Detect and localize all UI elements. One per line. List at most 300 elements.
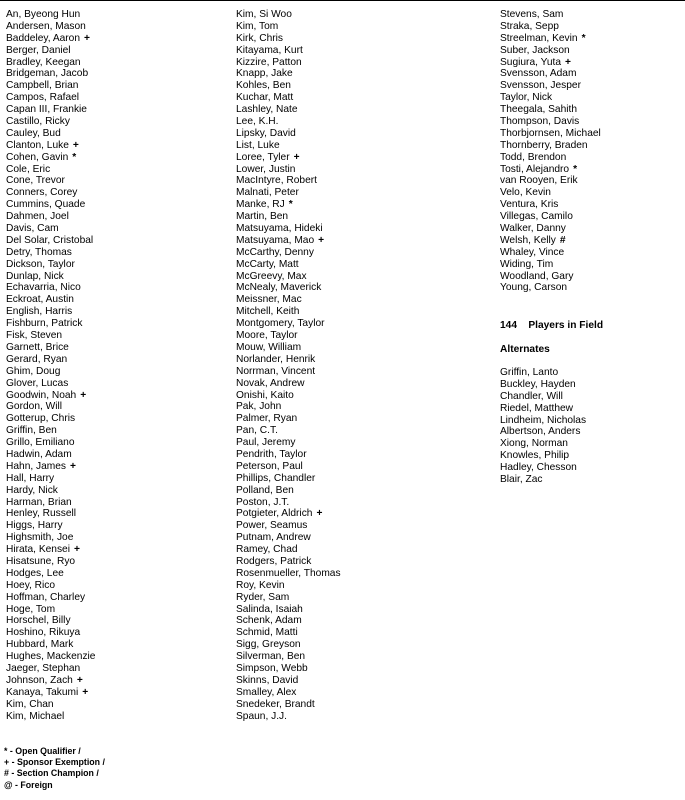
player-name: McCarty, Matt: [236, 258, 299, 270]
player-name: Montgomery, Taylor: [236, 318, 325, 330]
player-row: [236, 378, 341, 390]
player-name: Echavarria, Nico: [6, 282, 81, 294]
player-row: [6, 271, 95, 283]
player-name: Power, Seamus: [236, 520, 308, 532]
player-name: An, Byeong Hun: [6, 9, 81, 20]
player-name: List, Luke: [236, 139, 280, 151]
player-row: [6, 437, 95, 449]
player-row: [6, 354, 95, 366]
player-name: Kuchar, Matt: [236, 92, 294, 104]
player-name: McCarthy, Denny: [236, 246, 314, 258]
player-row: [236, 330, 341, 342]
player-row: [500, 187, 601, 199]
player-name: Capan III, Frankie: [6, 104, 87, 116]
player-row: [236, 366, 341, 378]
player-name: Mitchell, Keith: [236, 306, 300, 318]
player-name: Hoshino, Rikuya: [6, 627, 81, 639]
player-row: [6, 57, 95, 69]
player-row: [236, 57, 341, 69]
legend: [4, 746, 105, 791]
alternate-row: Knowles, Philip: [500, 450, 570, 462]
player-name: Sigg, Greyson: [236, 639, 301, 651]
player-name: Polland, Ben: [236, 484, 294, 496]
player-name: Lipsky, David: [236, 127, 296, 139]
player-name: Salinda, Isaiah: [236, 603, 303, 615]
player-name: Simpson, Webb: [236, 662, 308, 674]
player-row: [236, 508, 341, 520]
player-row: [6, 556, 95, 568]
player-row: [6, 687, 95, 699]
field-count-number: 144: [500, 320, 517, 331]
player-row: [6, 639, 95, 651]
player-name: Grillo, Emiliano: [6, 437, 75, 449]
player-row: [6, 175, 95, 187]
player-row: [236, 211, 341, 223]
player-name: Ventura, Kris: [500, 199, 559, 211]
player-mark: +: [82, 686, 89, 698]
player-name: Bridgeman, Jacob: [6, 68, 89, 80]
player-name: Martin, Ben: [236, 211, 289, 223]
player-row: [236, 294, 341, 306]
player-name: Cole, Eric: [6, 163, 51, 175]
player-row: [236, 437, 341, 449]
alternates-list: [500, 367, 586, 486]
player-name: Hughes, Mackenzie: [6, 651, 96, 663]
player-row: [236, 199, 341, 211]
player-name: Hodges, Lee: [6, 567, 64, 579]
player-name: Thornberry, Braden: [500, 139, 588, 151]
player-column-3: [500, 9, 601, 294]
player-row: [236, 544, 341, 556]
player-row: [6, 651, 95, 663]
player-row: [500, 247, 601, 259]
player-row: [236, 532, 341, 544]
player-name: Smalley, Alex: [236, 686, 297, 698]
player-row: [6, 164, 95, 176]
player-row: [236, 318, 341, 330]
player-row: [500, 164, 601, 176]
player-name: Svensson, Adam: [500, 68, 577, 80]
player-row: [236, 259, 341, 271]
player-row: [236, 9, 341, 21]
player-row: [500, 271, 601, 283]
player-name: Phillips, Chandler: [236, 472, 316, 484]
player-row: [236, 271, 341, 283]
player-mark: +: [293, 151, 300, 163]
player-row: [236, 568, 341, 580]
player-row: [236, 116, 341, 128]
player-row: [500, 33, 601, 45]
player-name: Jaeger, Stephan: [6, 662, 81, 674]
player-name: Castillo, Ricky: [6, 116, 70, 128]
player-name: Kitayama, Kurt: [236, 44, 303, 56]
player-name: Ghim, Doug: [6, 365, 61, 377]
player-name: Peterson, Paul: [236, 460, 303, 472]
player-row: [236, 92, 341, 104]
player-name: Welsh, Kelly: [500, 234, 556, 246]
player-row: [6, 21, 95, 33]
player-row: [6, 330, 95, 342]
player-row: [236, 45, 341, 57]
player-row: [236, 675, 341, 687]
player-row: [236, 425, 341, 437]
player-row: [6, 247, 95, 259]
player-name: Higgs, Harry: [6, 520, 63, 532]
player-row: [500, 152, 601, 164]
player-name: Young, Carson: [500, 282, 568, 294]
player-name: Hahn, James: [6, 460, 67, 472]
player-name: Baddeley, Aaron: [6, 32, 81, 44]
player-mark: +: [565, 56, 571, 68]
player-row: [500, 282, 601, 294]
player-name: Eckroat, Austin: [6, 294, 74, 306]
player-name: Bradley, Keegan: [6, 56, 81, 68]
player-name: Knapp, Jake: [236, 68, 293, 80]
player-row: [236, 128, 341, 140]
player-name: Loree, Tyler: [236, 151, 290, 163]
player-name: Kim, Michael: [6, 710, 65, 722]
player-row: [6, 306, 95, 318]
alternate-row: Chandler, Will: [500, 390, 563, 402]
player-name: Kizzire, Patton: [236, 56, 302, 68]
player-row: [236, 627, 341, 639]
player-mark: +: [74, 544, 80, 556]
player-row: [236, 580, 341, 592]
player-row: [236, 175, 341, 187]
player-row: [500, 68, 601, 80]
player-row: [500, 223, 601, 235]
legend-line: + - Sponsor Exemption /: [4, 757, 105, 768]
player-row: [6, 366, 95, 378]
player-name: Meissner, Mac: [236, 294, 302, 306]
player-name: Hadwin, Adam: [6, 448, 72, 460]
player-row: [6, 140, 95, 152]
player-name: Widing, Tim: [500, 258, 554, 270]
player-row: [6, 199, 95, 211]
alternate-row: Griffin, Lanto: [500, 367, 559, 378]
player-row: [236, 306, 341, 318]
player-name: Davis, Cam: [6, 223, 59, 235]
player-name: Andersen, Mason: [6, 20, 86, 32]
player-name: Snedeker, Brandt: [236, 698, 315, 710]
player-name: Straka, Sepp: [500, 20, 559, 32]
player-row: [236, 342, 341, 354]
player-name: Gotterup, Chris: [6, 413, 76, 425]
player-name: Malnati, Peter: [236, 187, 299, 199]
player-name: Lee, K.H.: [236, 116, 279, 128]
player-name: Detry, Thomas: [6, 246, 72, 258]
player-name: Hoey, Rico: [6, 579, 56, 591]
player-row: [236, 687, 341, 699]
player-row: [500, 128, 601, 140]
player-name: Sugiura, Yuta: [500, 56, 561, 68]
player-name: Cummins, Quade: [6, 199, 86, 211]
player-mark: +: [318, 234, 325, 246]
player-mark: *: [573, 163, 578, 175]
player-name: Pendrith, Taylor: [236, 448, 307, 460]
player-name: Fishburn, Patrick: [6, 318, 83, 330]
field-count-label: Players in Field: [528, 320, 604, 331]
player-row: [500, 211, 601, 223]
player-name: Del Solar, Cristobal: [6, 234, 94, 246]
player-name: Moore, Taylor: [236, 330, 298, 342]
player-row: [236, 354, 341, 366]
player-row: [6, 128, 95, 140]
player-name: Stevens, Sam: [500, 9, 564, 20]
player-row: [236, 604, 341, 616]
player-row: [500, 104, 601, 116]
player-row: [500, 92, 601, 104]
player-name: Gordon, Will: [6, 401, 63, 413]
player-row: [500, 175, 601, 187]
player-name: Hisatsune, Ryo: [6, 555, 76, 567]
alternate-row: Hadley, Chesson: [500, 462, 577, 474]
player-row: [6, 45, 95, 57]
alternate-row: Blair, Zac: [500, 474, 543, 486]
player-name: Kim, Tom: [236, 20, 279, 32]
player-name: Schmid, Matti: [236, 627, 298, 639]
player-row: [6, 532, 95, 544]
player-row: [6, 318, 95, 330]
player-name: Kohles, Ben: [236, 80, 291, 92]
player-row: [6, 390, 95, 402]
player-mark: *: [581, 32, 586, 44]
player-name: Harman, Brian: [6, 496, 72, 508]
player-row: [500, 80, 601, 92]
player-row: [236, 247, 341, 259]
player-name: Henley, Russell: [6, 508, 77, 520]
player-name: Kanaya, Takumi: [6, 686, 79, 698]
player-row: [6, 116, 95, 128]
player-row: [6, 473, 95, 485]
player-mark: +: [70, 460, 76, 472]
player-name: van Rooyen, Erik: [500, 175, 578, 187]
player-name: English, Harris: [6, 306, 73, 318]
player-name: Lashley, Nate: [236, 104, 298, 116]
player-row: [236, 390, 341, 402]
player-row: [6, 497, 95, 509]
player-mark: +: [80, 389, 87, 401]
player-row: [500, 235, 601, 247]
player-row: [6, 485, 95, 497]
player-row: [236, 21, 341, 33]
player-name: Walker, Danny: [500, 223, 566, 235]
player-name: Onishi, Kaito: [236, 389, 294, 401]
player-name: Dickson, Taylor: [6, 258, 75, 270]
players-in-field: [500, 320, 603, 331]
player-name: Ryder, Sam: [236, 591, 290, 603]
player-name: MacIntyre, Robert: [236, 175, 317, 187]
alternate-row: Buckley, Hayden: [500, 378, 576, 390]
player-name: Theegala, Sahith: [500, 104, 578, 116]
player-name: Cauley, Bud: [6, 127, 61, 139]
player-row: [6, 223, 95, 235]
alternate-row: Xiong, Norman: [500, 438, 568, 450]
player-name: Hoge, Tom: [6, 603, 56, 615]
legend-line: * - Open Qualifier /: [4, 746, 81, 756]
player-row: [236, 592, 341, 604]
player-row: [6, 604, 95, 616]
player-row: [6, 568, 95, 580]
player-row: [6, 413, 95, 425]
player-name: Woodland, Gary: [500, 270, 574, 282]
player-row: [6, 449, 95, 461]
player-row: [500, 45, 601, 57]
player-mark: #: [559, 234, 566, 246]
player-name: Matsuyama, Hideki: [236, 223, 323, 235]
player-row: [236, 68, 341, 80]
player-row: [6, 104, 95, 116]
player-name: Palmer, Ryan: [236, 413, 298, 425]
player-row: [500, 57, 601, 69]
player-name: McNealy, Maverick: [236, 282, 322, 294]
player-row: [236, 413, 341, 425]
player-row: [236, 223, 341, 235]
player-row: [6, 580, 95, 592]
player-name: Hoffman, Charley: [6, 591, 86, 603]
player-row: [236, 651, 341, 663]
player-name: Kim, Si Woo: [236, 9, 292, 20]
legend-line: # - Section Champion /: [4, 768, 99, 779]
player-row: [6, 33, 95, 45]
player-row: [236, 497, 341, 509]
player-row: [236, 152, 341, 164]
legend-line: @ - Foreign: [4, 779, 53, 790]
player-name: Berger, Daniel: [6, 44, 71, 56]
player-mark: *: [72, 151, 77, 163]
player-row: [6, 152, 95, 164]
player-mark: *: [288, 199, 293, 211]
player-name: Lower, Justin: [236, 163, 296, 175]
player-row: [236, 80, 341, 92]
alternate-row: Albertson, Anders: [500, 426, 581, 438]
player-row: [6, 80, 95, 92]
player-name: Suber, Jackson: [500, 44, 570, 56]
player-name: Roy, Kevin: [236, 579, 285, 591]
player-row: [500, 21, 601, 33]
player-row: [236, 699, 341, 711]
player-row: [6, 425, 95, 437]
player-row: [6, 282, 95, 294]
player-row: [500, 259, 601, 271]
player-row: [500, 9, 601, 21]
player-row: [6, 342, 95, 354]
player-column-2: [236, 9, 341, 722]
player-row: [6, 294, 95, 306]
player-row: [236, 140, 341, 152]
player-name: Hardy, Nick: [6, 484, 58, 496]
player-name: Streelman, Kevin: [500, 32, 578, 44]
player-row: [6, 627, 95, 639]
player-name: Horschel, Billy: [6, 615, 71, 627]
player-name: Manke, RJ: [236, 199, 285, 211]
player-row: [500, 199, 601, 211]
player-name: Hall, Harry: [6, 472, 55, 484]
player-row: [6, 68, 95, 80]
player-mark: +: [316, 508, 323, 520]
player-row: [236, 461, 341, 473]
player-row: [6, 615, 95, 627]
player-row: [6, 378, 95, 390]
player-row: [6, 663, 95, 675]
player-name: Dunlap, Nick: [6, 270, 64, 282]
player-name: Spaun, J.J.: [236, 710, 287, 722]
player-name: Villegas, Camilo: [500, 211, 573, 223]
player-name: Glover, Lucas: [6, 377, 69, 389]
player-name: Johnson, Zach: [6, 674, 73, 686]
player-row: [6, 711, 95, 723]
alternate-row: Lindheim, Nicholas: [500, 414, 587, 426]
player-name: Poston, J.T.: [236, 496, 290, 508]
player-row: [236, 33, 341, 45]
player-name: Novak, Andrew: [236, 377, 305, 389]
player-row: [6, 92, 95, 104]
player-row: [500, 140, 601, 152]
player-row: [6, 544, 95, 556]
player-row: [236, 639, 341, 651]
top-rule: [0, 0, 685, 1]
player-name: Kirk, Chris: [236, 32, 283, 44]
player-name: Matsuyama, Mao: [236, 234, 315, 246]
player-name: Highsmith, Joe: [6, 532, 74, 544]
player-name: Pan, C.T.: [236, 425, 278, 437]
player-row: [236, 282, 341, 294]
player-name: McGreevy, Max: [236, 270, 307, 282]
player-row: [6, 461, 95, 473]
player-row: [236, 520, 341, 532]
player-name: Svensson, Jesper: [500, 80, 581, 92]
player-mark: +: [72, 139, 79, 151]
player-name: Putnam, Andrew: [236, 532, 311, 544]
player-row: [6, 699, 95, 711]
player-name: Velo, Kevin: [500, 187, 551, 199]
player-name: Dahmen, Joel: [6, 211, 69, 223]
player-name: Rodgers, Patrick: [236, 555, 312, 567]
player-row: [6, 401, 95, 413]
player-name: Fisk, Steven: [6, 330, 63, 342]
player-name: Todd, Brendon: [500, 151, 567, 163]
player-name: Goodwin, Noah: [6, 389, 77, 401]
player-row: [6, 187, 95, 199]
player-name: Tosti, Alejandro: [500, 163, 570, 175]
player-name: Griffin, Ben: [6, 425, 57, 437]
player-row: [6, 9, 95, 21]
player-name: Schenk, Adam: [236, 615, 302, 627]
player-name: Thompson, Davis: [500, 116, 580, 128]
player-name: Whaley, Vince: [500, 246, 565, 258]
player-name: Garnett, Brice: [6, 341, 69, 353]
player-name: Potgieter, Aldrich: [236, 508, 313, 520]
player-name: Mouw, William: [236, 341, 302, 353]
player-row: [236, 711, 341, 723]
player-row: [6, 259, 95, 271]
player-row: [6, 211, 95, 223]
player-row: [236, 235, 341, 247]
player-mark: +: [76, 674, 83, 686]
player-name: Conners, Corey: [6, 187, 78, 199]
player-row: [236, 187, 341, 199]
player-column-1: [6, 9, 95, 722]
player-row: [6, 235, 95, 247]
player-row: [6, 520, 95, 532]
player-row: [236, 615, 341, 627]
player-name: Kim, Chan: [6, 698, 54, 710]
player-name: Norlander, Henrik: [236, 353, 316, 365]
player-row: [236, 556, 341, 568]
player-row: [6, 592, 95, 604]
player-name: Silverman, Ben: [236, 651, 306, 663]
player-name: Campbell, Brian: [6, 80, 79, 92]
